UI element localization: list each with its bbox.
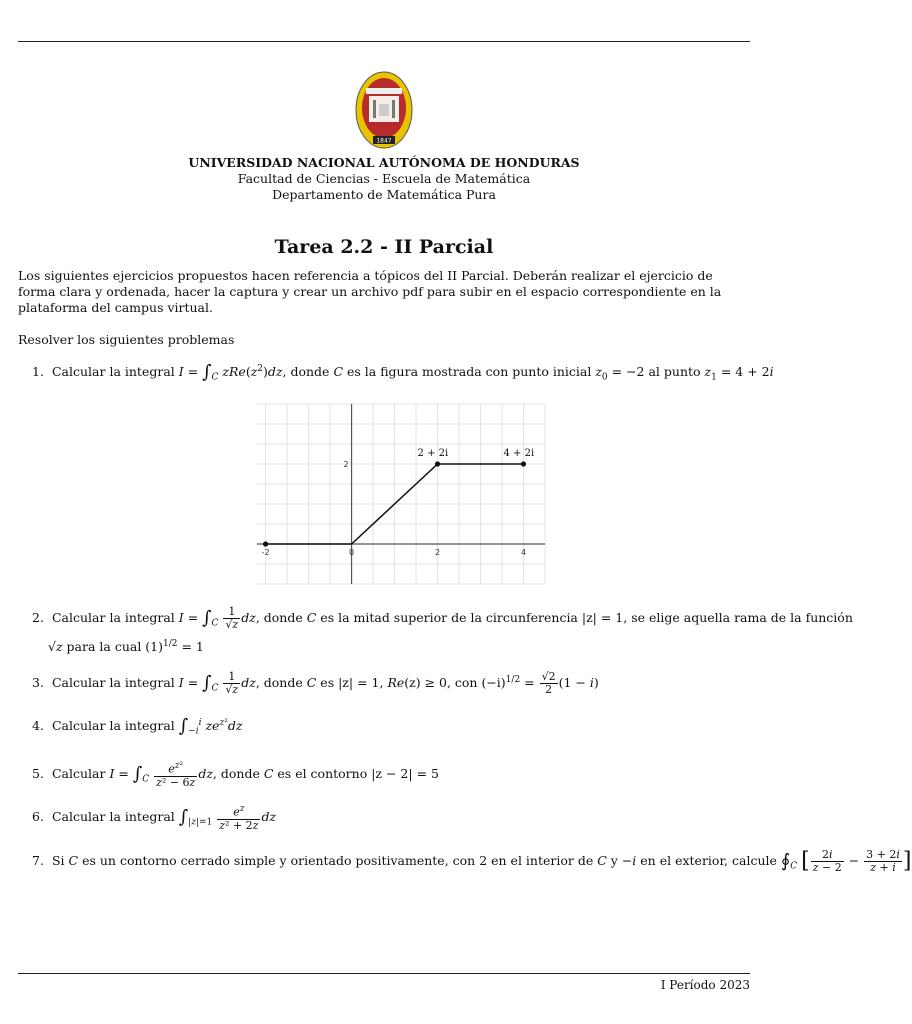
problem-text: en el exterior, calcule [640,853,777,868]
problem-text: para la cual (1) [66,639,164,655]
top-rule [18,41,750,42]
problem-text: (z) ≥ 0, con (−i) [404,675,506,691]
section-heading: Resolver los siguientes problemas [18,332,235,347]
problem-text: , donde [255,675,303,691]
problem-number: 6. [32,808,44,824]
problem-text: al punto [648,364,701,380]
problem-text: = 1 [181,639,204,655]
university-name: UNIVERSIDAD NACIONAL AUTÓNOMA DE HONDURAS [188,155,580,170]
plot-grid [257,404,545,584]
problem-text: es el contorno |z − 2| = 5 [277,765,439,781]
problem-text: y [610,853,618,868]
problem-4: 4. Calcular la integral $\int_{-i}^i$ $ze^{z^2}dz$ [32,715,243,737]
problem-number: 1. [32,364,44,380]
page-title: Tarea 2.2 - II Parcial [274,236,494,258]
problem-text: Calcular la integral [51,610,175,625]
seal-year-text: 1847 [376,137,392,145]
path-point [263,541,268,546]
intro-paragraph: Los siguientes ejercicios propuestos hacen referencia a tópicos del II Parcial. Deberán realizar el ejercicio de forma clara y ordenada, hacer la captura y crear un archivo pdf para subir en el espacio correspondiente en la plataforma del campus virtual. [18,268,722,315]
footer-period: I Período 2023 [660,978,750,992]
point-annotation: 4 + 2i [503,448,535,459]
problem-text: , donde [282,364,330,380]
point-annotation: 2 + 2i [417,448,449,459]
problem-number: 5. [32,765,44,781]
problem-text: Calcular la integral [51,718,175,734]
x-tick-label: 4 [520,548,527,557]
problem-text: es un contorno cerrado simple y orientado positivamente, con 2 en el interior de [82,853,594,868]
problem-5: 5. Calcular $I = \int_C$ $\frac{e^{z^2}}{\text{z² − 6z}}$ dz, donde C es el contorno |z − 2| = 5 [32,761,439,789]
problem-text: es la mitad superior de la circunferencia |z| = 1, se elige aquella rama de la función [320,610,853,625]
x-tick-label: 2 [434,548,441,557]
problem-number: 4. [32,718,44,734]
path-plot [257,404,545,584]
problem-3: 3. Calcular la integral $I = \int_C$ $\frac{1}{√z}$ dz, donde C es |z| = 1, Re(z) ≥ 0, con $(-i)^{1/2}$ = $\frac{√2}{2}$ (1 − i) [32,670,599,697]
problem-text: , donde [255,610,303,625]
problem-7: 7. Si C es un contorno cerrado simple y orientado positivamente, con 2 en el interior de C y −i en el exterior, calcule $∮_C$ [ $\frac{2i}{z - 2}$ − $\frac{3 + 2i}{z + i}$ ] [32,848,912,874]
department-name: Departamento de Matemática Pura [272,187,496,202]
problem-text: Si [51,853,65,868]
path-point [435,461,440,466]
problem-text: es la figura mostrada con punto inicial [347,364,592,380]
problem-text: Calcular la integral [51,808,175,824]
problem-text: es |z| = 1, [320,675,384,691]
x-tick-label: -2 [261,548,270,557]
y-tick-label: 2 [343,460,349,469]
bottom-rule [18,973,750,974]
problem-text: Calcular [51,765,106,781]
problem-1: 1. Calcular la integral $I = \int_C$ $zRe(z^2)dz$, donde C es la figura mostrada con punto inicial $z_0 = -2$ al punto $z_1 = 4 + 2i$ [32,361,774,383]
problem-number: 7. [32,853,44,868]
problem-number: 2. [32,610,44,625]
problem-2-cont: √z para la cual $(1)^{1/2} = 1$ [48,639,204,655]
x-tick-label: 0 [349,548,355,557]
path-point [521,461,526,466]
problem-text: Calcular la integral [51,675,175,691]
problem-text: , donde [212,765,260,781]
problem-2: 2. Calcular la integral $I = \int_C$ $\frac{1}{√z}$ dz, donde C es la mitad superior de la circunferencia |z| = 1, se elige aquella rama de la función [32,605,853,631]
problem-6: 6. Calcular la integral $\int_{|z|=1}$ $\frac{e^z}{\text{z² + 2z}}$ dz [32,804,277,832]
problem-number: 3. [32,675,44,691]
problem-text: Calcular la integral [51,364,175,380]
faculty-name: Facultad de Ciencias - Escuela de Matemática [237,171,531,186]
university-seal-logo [355,70,413,150]
